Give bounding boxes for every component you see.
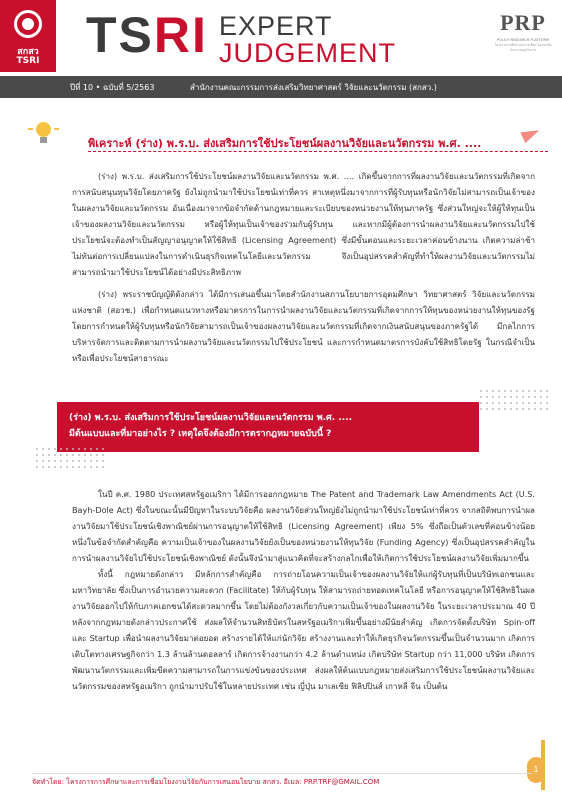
- paragraph-4: ทั้งนี้ กฎหมายดังกล่าว มีหลักการสำคัญคือ การถ่ายโอนความเป็นเจ้าของผลงานวิจัยให้แก่ผู้รับทุนที่เป็นบริษัทเอกชนและมหาวิทยาลัย ซึ่งเป็นการอำนวยความสะดวก (Facilitate) ให้กับผู้รับทุน ให้สามารถถ่ายทอดเทคโนโลยี หรือการอนุญาตให้ใช้สิทธิในผลงานวิจัยออกไปให้กับภาคเอกชนได้สะดวลมากขึ้น โดยไม่ต้องกังวลเกี่ยวกับความเป็นเจ้าของในผลงานวิจัย ในระยะเวลาประมาณ 40 ปีหลังจากกฎหมายดังกล่าวประกาศใช้ ส่งผลให้จำนวนสิทธิบัตรในสหรัฐอเมริกาเพิ่มขึ้นอย่างมีนัยสำคัญ เกิดการจัดตั้งบริษัท Spin-off และ Startup เพื่อนำผลงานวิจัยมาต่อยอด สร้างรายได้ให้แก่นักวิจัย สร้างงานและทำให้เกิดธุรกิจนวัตกรรมขึ้นเป็นจำนวนมาก เกิดการเติบโตทางเศรษฐกิจกว่า 1.3 ล้านล้านดอลลาร์ เกิดการจ้างงานกว่า 4.2 ล้านตำแหน่ง เกิดบริษัท Startup กว่า 11,000 บริษัท เกิดการพัฒนานวัตกรรมและเพิ่มขีดความสามารถในการแข่งขันของประเทศ ส่งผลให้ต้นแบบกฎหมายส่งเสริมการใช้ประโยชน์ผลงานวิจัยและนวัตกรรมของสหรัฐอเมริกา ถูกนำมาปรับใช้ในหลายประเทศ เช่น ญี่ปุ่น มาเลเซีย ฟิลิปปินส์ เกาหลี จีน เป็นต้น: [72, 569, 535, 691]
- title-divider: [88, 151, 548, 152]
- prp-tagline: โครงการการศึกษาและการเชื่อมโยงงานวิจัยกับการเสนอนโยบาย: [494, 43, 552, 52]
- paragraph-2: (ร่าง) พระราชบัญญัติดังกล่าว ได้มีการเสนอขึ้นมาโดยสำนักงานสภานโยบายการอุดมศึกษา วิทยาศาสตร์ วิจัยและนวัตกรรมแห่งชาติ (สอวช.) เพื่อกำหนดแนวทางหรือมาตรการในการนำผลงานวิจัยและนวัตกรรมที่เกิดจากการให้ทุนของหน่วยงานให้ทุนของรัฐ โดยการกำหนดให้ผู้รับทุนหรือนักวิจัยสามารถเป็นเจ้าของผลงานวิจัยและนวัตกรรมที่เกิดจากเงินสนับสนุนของภาครัฐได้ มีกลไกการบริหารจัดการและติดตามการนำผลงานวิจัยและนวัตกรรมไปใช้ประโยชน์ และการกำหนดมาตรการบังคับใช้สิทธิโดยรัฐ ในกรณีจำเป็นหรือเพื่อประโยชน์สาธารณะ: [72, 289, 535, 363]
- footer-credit: จัดทำโดย: โครงการการศึกษาและการเชื่อมโยงงานวิจัยกับการเสนอนโยบาย สกสว. อีเมล:: [32, 778, 302, 786]
- paragraph-3: ในปี ค.ศ. 1980 ประเทศสหรัฐอเมริกา ได้มีการออกกฎหมาย The Patent and Trademark Law Amendments Act (U.S. Bayh-Dole Act) ซึ่งในขณะนั้นมีปัญหาในระบบวิจัยคือ ผลงานวิจัยส่วนใหญ่ยังไม่ถูกนำมาใช้ประโยชน์เท่าที่ควร จากสถิติพบการนำผลงานวิจัยมาใช้ประโยชน์เชิงพาณิชย์ผ่านการอนุญาตให้ใช้สิทธิ (Licensing Agreement) เพียง 5% ซึ่งถือเป็นตัวเลขที่ค่อนข้างน้อย หนึ่งในข้อจำกัดสำคัญคือ ความเป็นเจ้าของในผลงานวิจัยยังเป็นของหน่วยงานให้ทุนวิจัย (Funding Agency) ซึ่งเป็นอุปสรรคสำคัญในการนำผลงานวิจัยไปใช้ประโยชน์เชิงพาณิชย์ ดังนั้นจึงนำมาสู่แนวคิดที่จะสร้างกลไกเพื่อให้เกิดการใช้ประโยชน์ผลงานวิจัยเพิ่มมากขึ้น: [72, 489, 535, 563]
- page-number: 1: [527, 757, 545, 783]
- paper-plane-icon: [520, 125, 541, 143]
- tsri-part-1: TS: [86, 7, 154, 63]
- info-bar: [0, 76, 562, 98]
- lightbulb-icon: [32, 120, 56, 150]
- judgement-heading: JUDGEMENT: [219, 38, 396, 68]
- footer-email[interactable]: PRP.TRF@GMAIL.COM: [303, 778, 380, 786]
- prp-subtitle: POLICY RESEARCH PLATFORM: [496, 38, 550, 42]
- question-line-1: (ร่าง) พ.ร.บ. ส่งเสริมการใช้ประโยชน์ผลงานวิจัยและนวัตกรรม พ.ศ. ....: [69, 413, 352, 423]
- tsri-part-2: RI: [153, 7, 208, 63]
- logo-text-en: TSRI: [16, 56, 40, 66]
- dot-pattern: [34, 446, 104, 472]
- section-title: พิเคราะห์ (ร่าง) พ.ร.บ. ส่งเสริมการใช้ประโยชน์ผลงานวิจัยและนวัตกรรม พ.ศ. ....: [88, 137, 482, 150]
- tsri-wordmark: [86, 7, 208, 63]
- dot-pattern: [478, 388, 548, 414]
- footer-divider: [32, 773, 532, 774]
- prp-mark: PRP: [500, 10, 546, 35]
- issue-number: ปีที่ 10 • ฉบับที่ 5/2563: [70, 83, 155, 92]
- question-box: [57, 402, 479, 452]
- question-line-2: มีต้นแบบและที่มาอย่างไร ? เหตุใดจึงต้องมีการตรากฎหมายฉบับนี้ ?: [69, 429, 332, 439]
- expert-heading: EXPERT: [219, 11, 333, 41]
- paragraph-1: (ร่าง) พ.ร.บ. ส่งเสริมการใช้ประโยชน์ผลงานวิจัยและนวัตกรรม พ.ศ. .... เกิดขึ้นจากการที่ผลงานวิจัยและนวัตกรรมที่เกิดจากการสนับสนุนทุนวิจัยโดยภาครัฐ ยังไม่ถูกนำมาใช้ประโยชน์เท่าที่ควร สาเหตุหนึ่งมาจากการที่ผู้รับทุนหรือนักวิจัยไม่สามารถเป็นเจ้าของในผลงานวิจัยและนวัตกรรม อันเนื่องมาจากข้อจำกัดด้านกฎหมายและระเบียบของหน่วยงานให้ทุนภาครัฐ ซึ่งส่วนใหญ่จะให้ผู้ให้ทุนเป็นเจ้าของผลงานวิจัยและนวัตกรรม หรือผู้ให้ทุนเป็นเจ้าของร่วมกับผู้รับทุน และหากมีผู้ต้องการนำผลงานวิจัยและนวัตกรรมไปใช้ประโยชน์จะต้องทำเป็นสัญญาอนุญาตให้ใช้สิทธิ (Licensing Agreement) ซึ่งมีขั้นตอนและระยะเวลาค่อนข้างนาน เกิดความล่าช้า ไม่ทันต่อการเปลี่ยนแปลงในการดำเนินธุรกิจเทคโนโลยีและนวัตกรรม จึงเป็นอุปสรรคสำคัญที่ทำให้ผลงานวิจัยและนวัตกรรมไม่สามารถนำมาใช้ประโยชน์ได้อย่างมีประสิทธิภาพ: [72, 171, 535, 277]
- tsri-logo: [0, 0, 56, 72]
- footer: [32, 777, 379, 788]
- tsri-swirl-icon: [14, 10, 42, 38]
- logo-text-thai: สกสว: [17, 47, 39, 57]
- prp-logo: [493, 10, 553, 53]
- agency-name: สำนักงานคณะกรรมการส่งเสริมวิทยาศาสตร์ วิจัยและนวัตกรรม (สกสว.): [190, 83, 437, 92]
